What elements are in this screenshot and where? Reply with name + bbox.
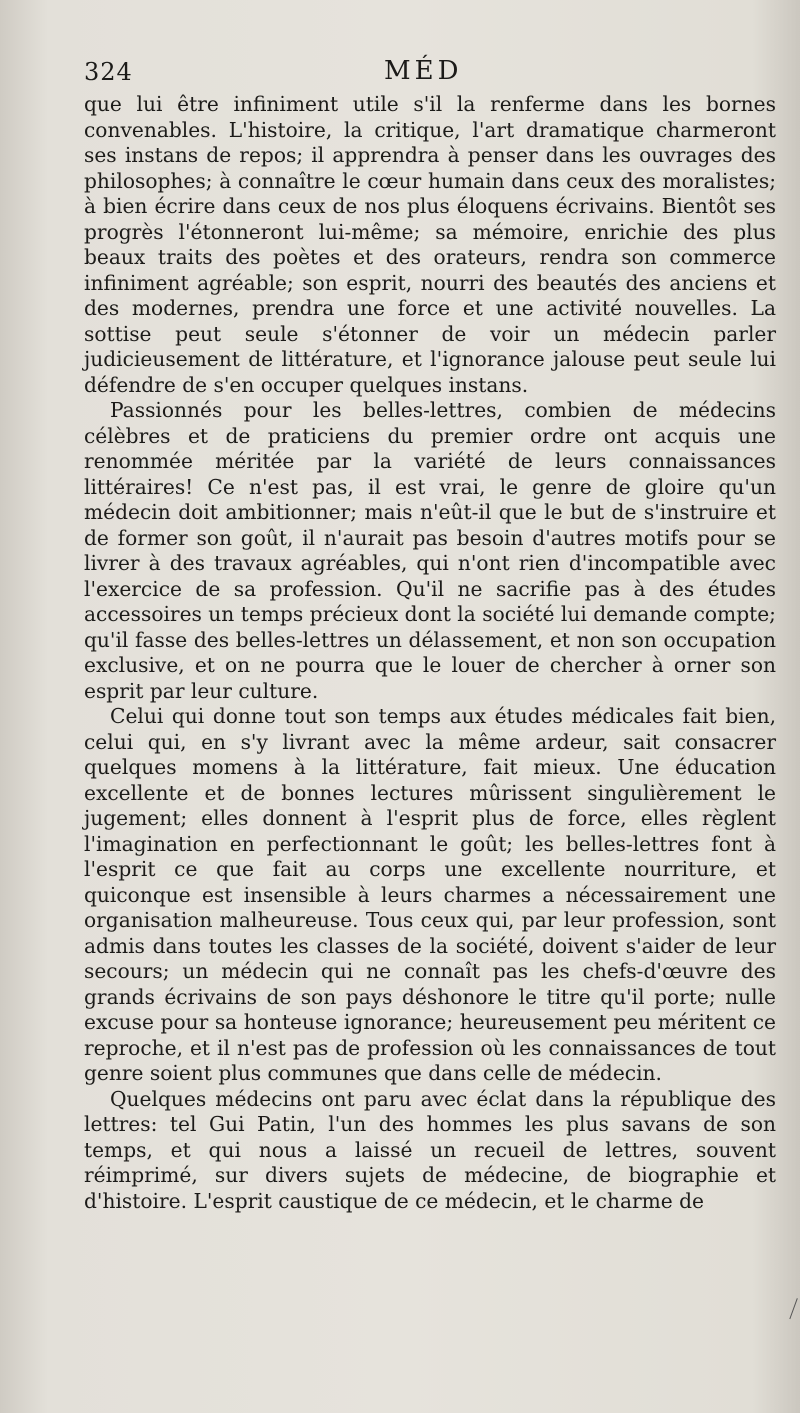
paragraph-1: que lui être infiniment utile s'il la renferme dans les bornes convenables. L'histoire, la critique, l'art dramatique charmeront ses instans de repos; il apprendra à penser dans les ouvrages des philosophes; à connaître le cœur humain dans ceux des moralistes; à bien écrire dans ceux de nos plus éloquens écrivains. Bientôt ses progrès l'étonneront lui-même; sa mémoire, enrichie des plus beaux traits des poètes et des orateurs, rendra son commerce infiniment agréable; son esprit, nourri des beautés des anciens et des modernes, prendra une force et une activité nouvelles. La sottise peut seule s'étonner de voir un médecin parler judicieusement de littérature, et l'ignorance jalouse peut seule lui défendre de s'en occuper quelques instans. — [84, 92, 776, 397]
page-number: 324 — [84, 58, 133, 86]
paragraph-3: Celui qui donne tout son temps aux études médicales fait bien, celui qui, en s'y livrant avec la même ardeur, sait consacrer quelques momens à la littérature, fait mieux. Une éducation excellente et de bonnes lectures mûrissent singulièrement le jugement; elles donnent à l'esprit plus de force, elles règlent l'imagination en perfectionnant le goût; les belles-lettres font à l'esprit ce que fait au corps une excellente nourriture, et quiconque est insensible à leurs charmes a nécessairement une organisation malheureuse. Tous ceux qui, par leur profession, sont admis dans toutes les classes de la société, doivent s'aider de leur secours; un médecin qui ne connaît pas les chefs-d'œuvre des grands écrivains de son pays déshonore le titre qu'il porte; nulle excuse pour sa honteuse ignorance; heureusement peu méritent ce reproche, et il n'est pas de profession où les connaissances de tout genre soient plus communes que dans celle de médecin. — [84, 704, 776, 1085]
running-head: MÉD — [384, 56, 463, 86]
paragraph-4: Quelques médecins ont paru avec éclat dans la république des lettres: tel Gui Patin, l'un des hommes les plus savans de son temps, et qui nous a laissé un recueil de lettres, souvent réimprimé, sur divers sujets de médecine, de biographie et d'histoire. L'esprit caustique de ce médecin, et le charme de — [84, 1086, 776, 1213]
body-text — [84, 92, 776, 1214]
paragraph-2: Passionnés pour les belles-lettres, combien de médecins célèbres et de praticiens du premier ordre ont acquis une renommée méritée par la variété de leurs connaissances littéraires! Ce n'est pas, il est vrai, le genre de gloire qu'un médecin doit ambitionner; mais n'eût-il que le but de s'instruire et de former son goût, il n'aurait pas besoin d'autres motifs pour se livrer à des travaux agréables, qui n'ont rien d'incompatible avec l'exercice de sa profession. Qu'il ne sacrifie pas à des études accessoires un temps précieux dont la société lui demande compte; qu'il fasse des belles-lettres un délassement, et non son occupation exclusive, et on ne pourra que le louer de chercher à orner son esprit par leur culture. — [84, 398, 776, 703]
page-header — [84, 52, 776, 92]
margin-mark — [789, 1298, 799, 1320]
